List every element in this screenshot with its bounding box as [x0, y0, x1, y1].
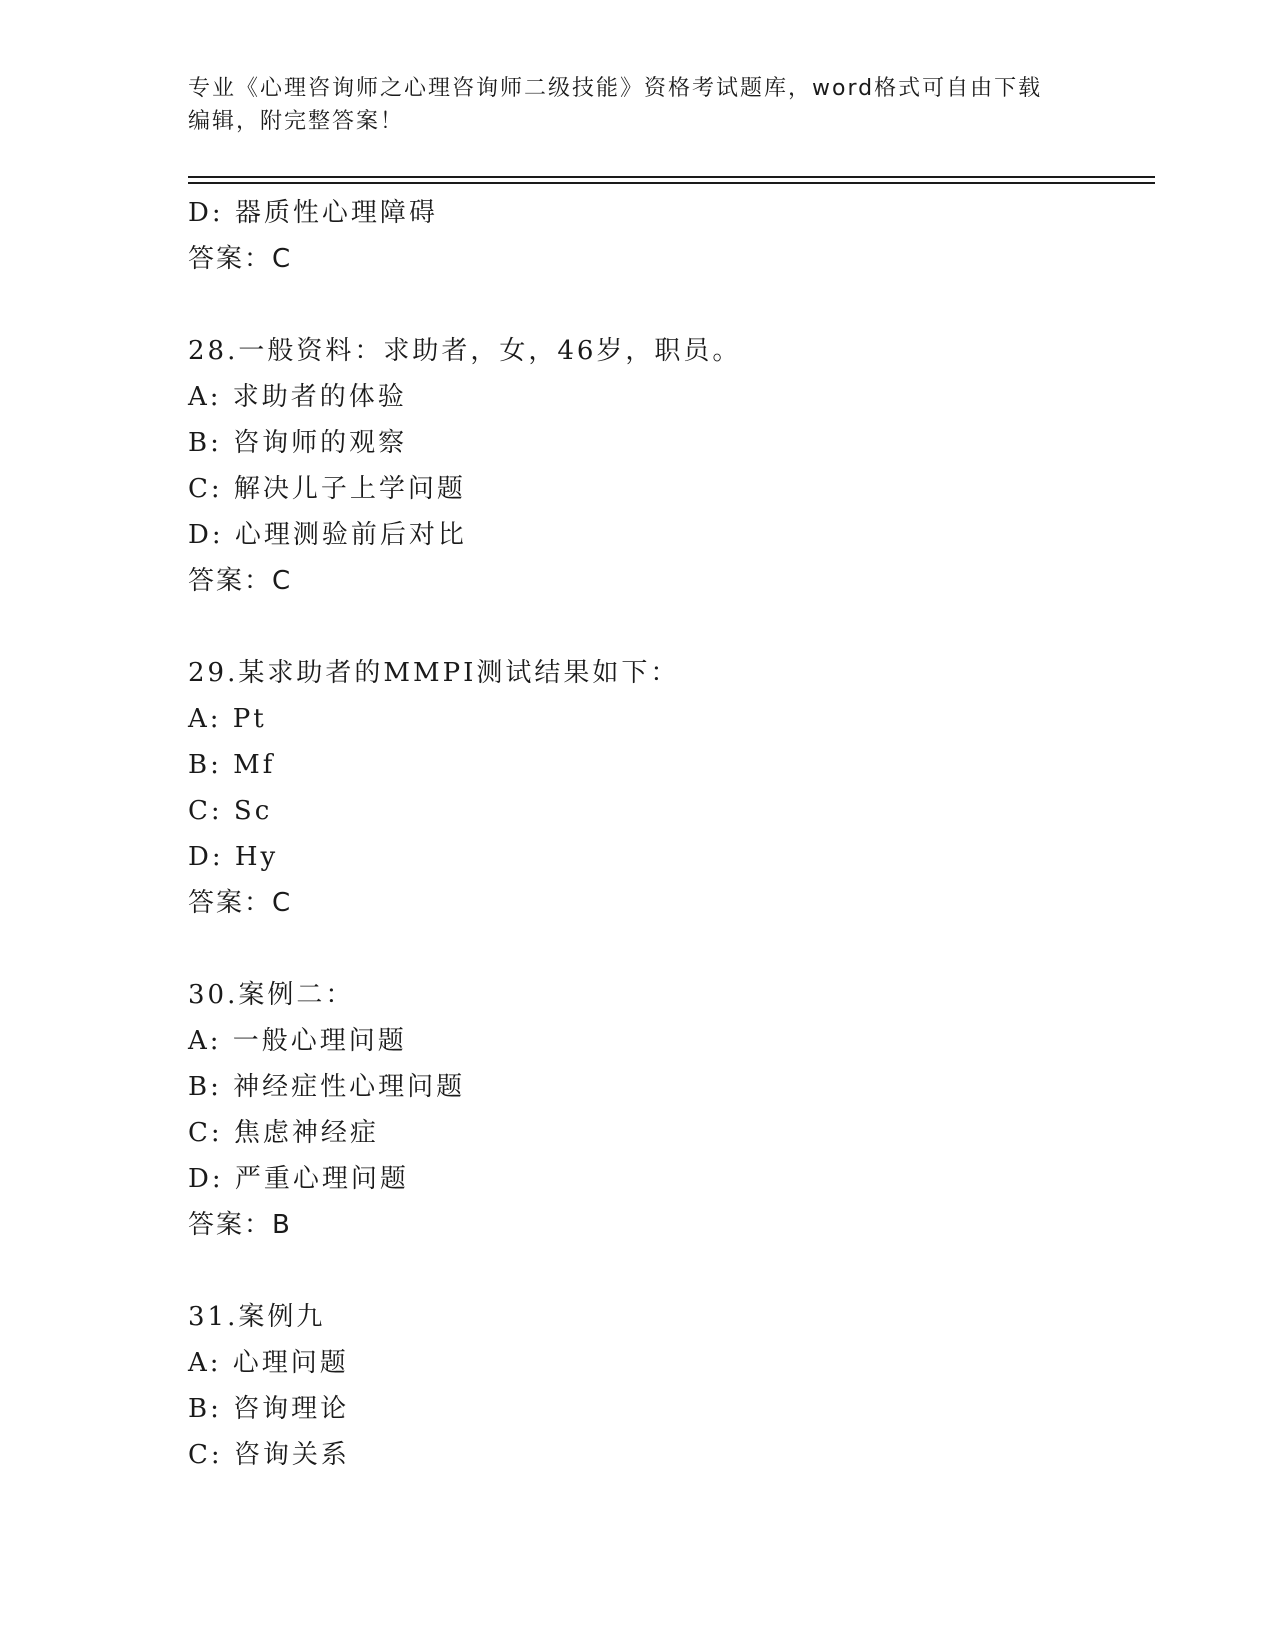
question-stem: 30.案例二：	[188, 980, 355, 1010]
option-c: C: Sc	[188, 796, 273, 826]
option-c: C: 解决儿子上学问题	[188, 474, 466, 504]
answer-line: 答案：C	[188, 888, 293, 918]
question-stem: 28.一般资料：求助者，女，46岁，职员。	[188, 336, 742, 366]
spacer	[188, 1248, 1148, 1294]
option-b: B: 咨询师的观察	[188, 428, 408, 458]
option-c: C: 焦虑神经症	[188, 1118, 379, 1148]
spacer	[188, 926, 1148, 972]
option-d: D: Hy	[188, 842, 279, 872]
question-28	[188, 328, 1148, 604]
question-list	[188, 190, 1148, 1478]
option-c: C: 咨询关系	[188, 1440, 350, 1470]
option-d: D: 心理测验前后对比	[188, 520, 467, 550]
answer-line: 答案：C	[188, 566, 293, 596]
header-line-1: 专业《心理咨询师之心理咨询师二级技能》资格考试题库，word格式可自由下载	[188, 76, 1043, 101]
question-30	[188, 972, 1148, 1248]
question-stem: 29.某求助者的MMPI测试结果如下：	[188, 658, 680, 688]
question-stem: 31.案例九	[188, 1302, 326, 1332]
option-d: D: 器质性心理障碍	[188, 198, 438, 228]
question-29	[188, 650, 1148, 926]
option-d: D: 严重心理问题	[188, 1164, 409, 1194]
document-header	[188, 72, 1088, 138]
option-a: A: 求助者的体验	[188, 382, 407, 412]
option-b: B: 神经症性心理问题	[188, 1072, 466, 1102]
header-divider-bottom	[188, 182, 1155, 184]
answer-line: 答案：C	[188, 244, 293, 274]
header-line-2: 编辑，附完整答案！	[188, 109, 405, 134]
spacer	[188, 604, 1148, 650]
header-divider-top	[188, 176, 1155, 178]
option-a: A: 心理问题	[188, 1348, 349, 1378]
spacer	[188, 282, 1148, 328]
answer-line: 答案：B	[188, 1210, 292, 1240]
option-b: B: 咨询理论	[188, 1394, 350, 1424]
option-a: A: 一般心理问题	[188, 1026, 407, 1056]
question-31	[188, 1294, 1148, 1478]
option-a: A: Pt	[188, 704, 267, 734]
partial-question-27	[188, 190, 1148, 282]
option-b: B: Mf	[188, 750, 276, 780]
